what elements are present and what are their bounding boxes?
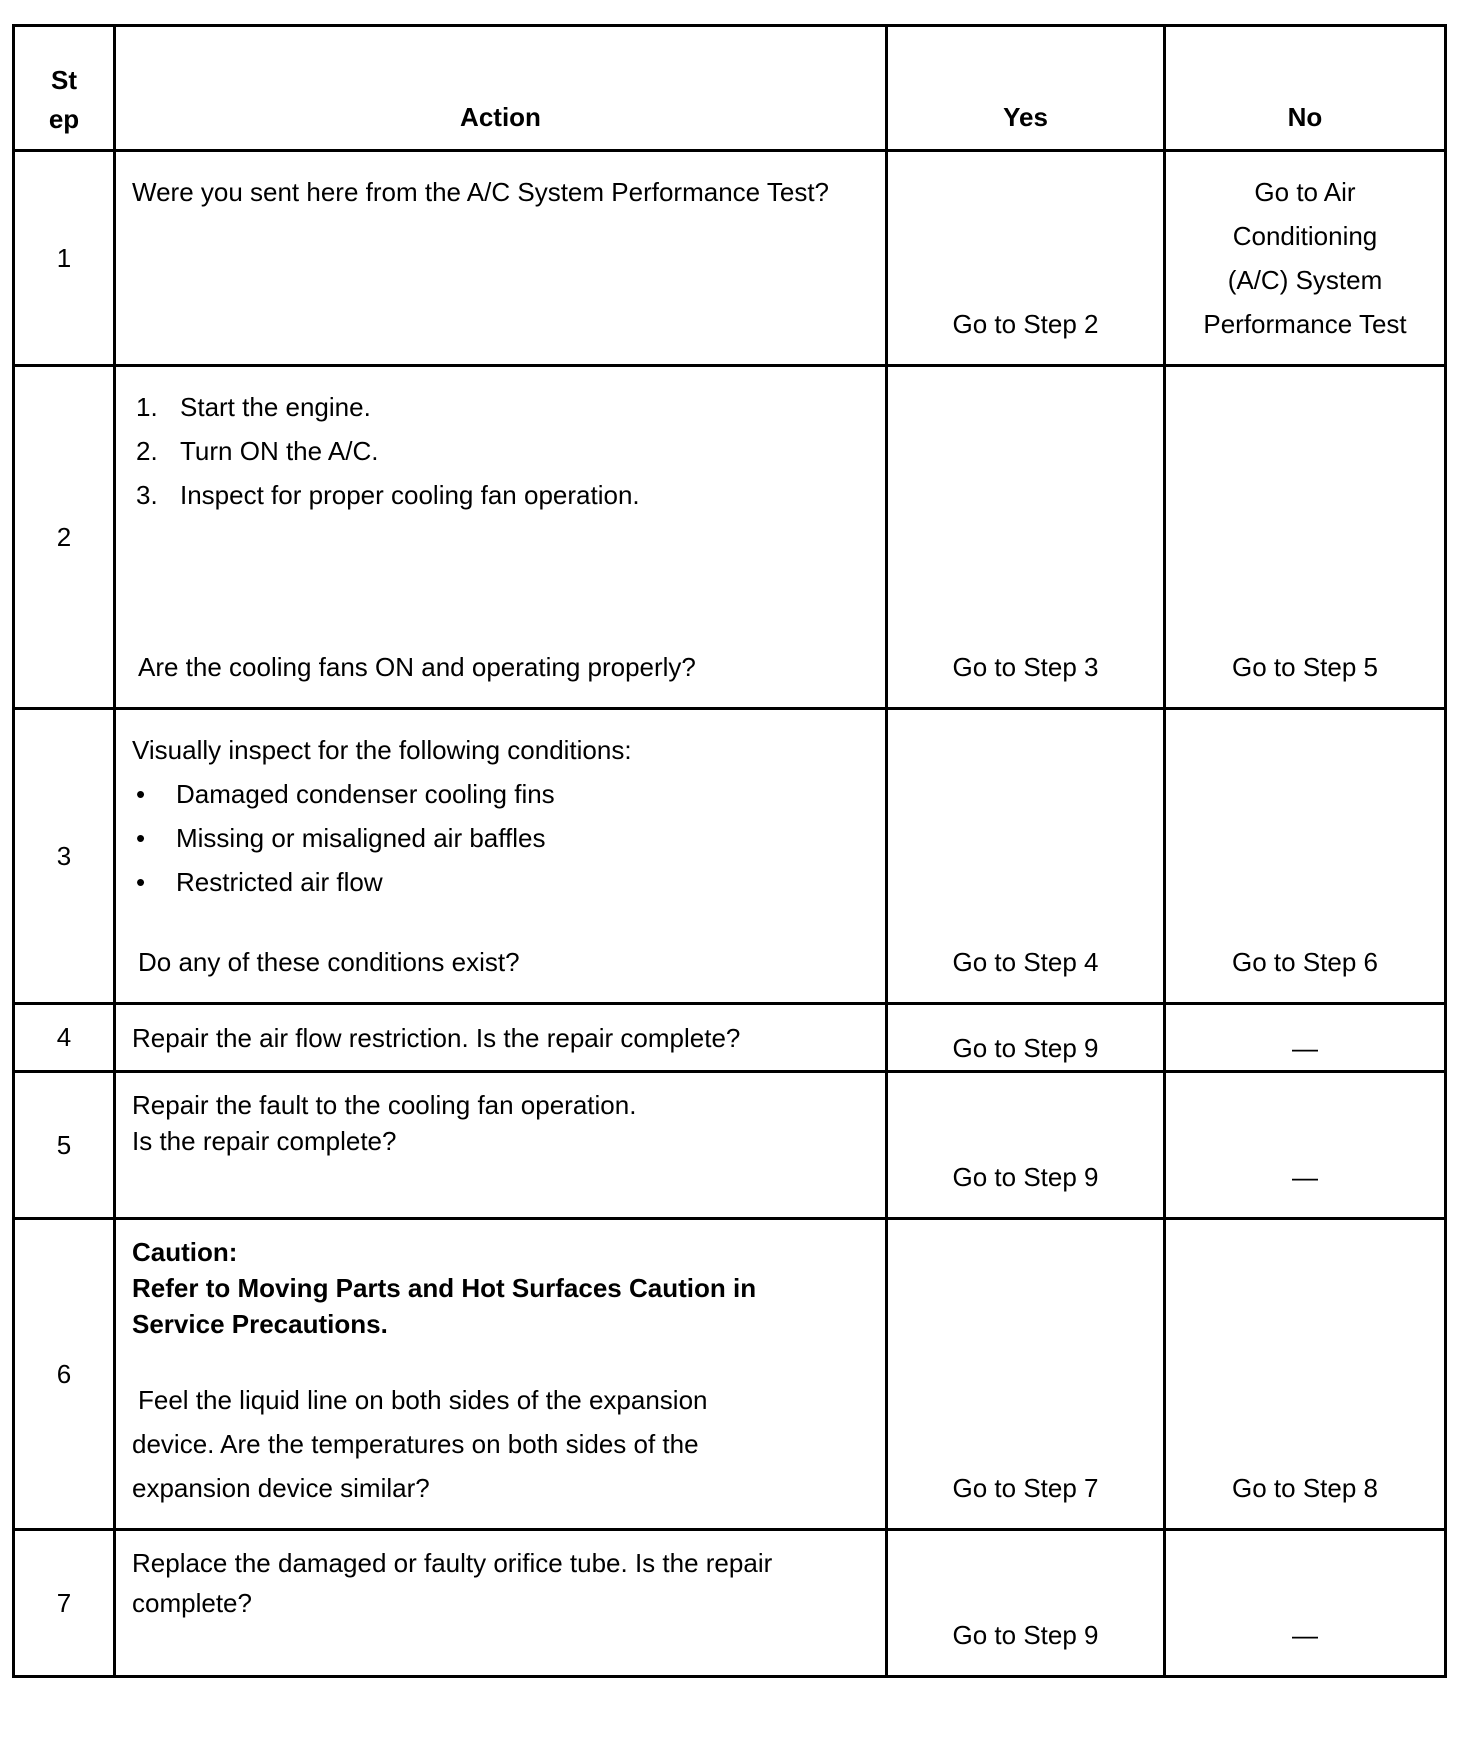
- action-text: [115, 151, 887, 366]
- list-item: 3. Inspect for proper cooling fan operation.: [136, 480, 640, 510]
- caution-title: Caution:: [132, 1237, 238, 1267]
- no-result: —: [1165, 1004, 1446, 1072]
- action-line: Repair the fault to the cooling fan operation.: [132, 1090, 637, 1120]
- action-question: Do any of these conditions exist?: [138, 947, 520, 977]
- header-step: [14, 26, 115, 151]
- step-number: 5: [14, 1072, 115, 1219]
- list-item: • Restricted air flow: [136, 867, 383, 897]
- no-result: [1165, 151, 1446, 366]
- table-row: [14, 1219, 1446, 1530]
- action-question: Is the repair complete?: [132, 1126, 397, 1156]
- table-row: [14, 1004, 1446, 1072]
- step-number: 2: [14, 366, 115, 709]
- action-intro: Visually inspect for the following conditions:: [132, 735, 632, 765]
- action-question: Are the cooling fans ON and operating properly?: [138, 652, 696, 682]
- step-number: 4: [14, 1004, 115, 1072]
- header-yes: Yes: [887, 26, 1165, 151]
- action-text: [115, 1530, 887, 1677]
- yes-result: Go to Step 9: [887, 1072, 1165, 1219]
- no-result-line: (A/C) System: [1227, 265, 1383, 295]
- no-result: Go to Step 8: [1165, 1219, 1446, 1530]
- condition-list: [132, 772, 871, 904]
- action-question: Feel the liquid line on both sides of the expansion device. Are the temperatures on both sides of the expansion device similar?: [132, 1385, 708, 1503]
- header-step-line1: St: [51, 65, 77, 95]
- table-row: [14, 709, 1446, 1004]
- no-result: Go to Step 5: [1165, 366, 1446, 709]
- table-row: [14, 1530, 1446, 1677]
- list-item: 2. Turn ON the A/C.: [136, 436, 379, 466]
- step-number: 7: [14, 1530, 115, 1677]
- yes-result: Go to Step 2: [887, 151, 1165, 366]
- header-no: No: [1165, 26, 1446, 151]
- table-row: [14, 1072, 1446, 1219]
- list-item: • Missing or misaligned air baffles: [136, 823, 546, 853]
- yes-result: Go to Step 9: [887, 1004, 1165, 1072]
- no-result: —: [1165, 1072, 1446, 1219]
- action-step-list: [132, 385, 871, 517]
- header-action: Action: [115, 26, 887, 151]
- no-result: —: [1165, 1530, 1446, 1677]
- action-text: [115, 709, 887, 1004]
- no-result-line: Performance Test: [1203, 309, 1407, 339]
- yes-result: Go to Step 3: [887, 366, 1165, 709]
- action-text: [115, 366, 887, 709]
- action-question: Replace the damaged or faulty orifice tube. Is the repair complete?: [132, 1548, 773, 1618]
- list-item: 1. Start the engine.: [136, 392, 371, 422]
- action-text: [115, 1219, 887, 1530]
- action-question: Were you sent here from the A/C System Performance Test?: [132, 177, 830, 207]
- step-number: 6: [14, 1219, 115, 1530]
- yes-result: Go to Step 7: [887, 1219, 1165, 1530]
- header-step-line2: ep: [48, 104, 80, 134]
- no-result-line: Go to Air: [1254, 177, 1356, 207]
- table-header-row: [14, 26, 1446, 151]
- table-row: [14, 366, 1446, 709]
- list-item: • Damaged condenser cooling fins: [136, 779, 555, 809]
- caution-text: Refer to Moving Parts and Hot Surfaces Caution in Service Precautions.: [132, 1273, 757, 1339]
- yes-result: Go to Step 4: [887, 709, 1165, 1004]
- diagnostic-procedure-table: [12, 24, 1447, 1678]
- yes-result: Go to Step 9: [887, 1530, 1165, 1677]
- no-result: Go to Step 6: [1165, 709, 1446, 1004]
- table-row: [14, 151, 1446, 366]
- step-number: 1: [14, 151, 115, 366]
- action-text: [115, 1004, 887, 1072]
- action-text: [115, 1072, 887, 1219]
- step-number: 3: [14, 709, 115, 1004]
- no-result-line: Conditioning: [1232, 221, 1378, 251]
- action-question: Repair the air flow restriction. Is the repair complete?: [132, 1022, 741, 1053]
